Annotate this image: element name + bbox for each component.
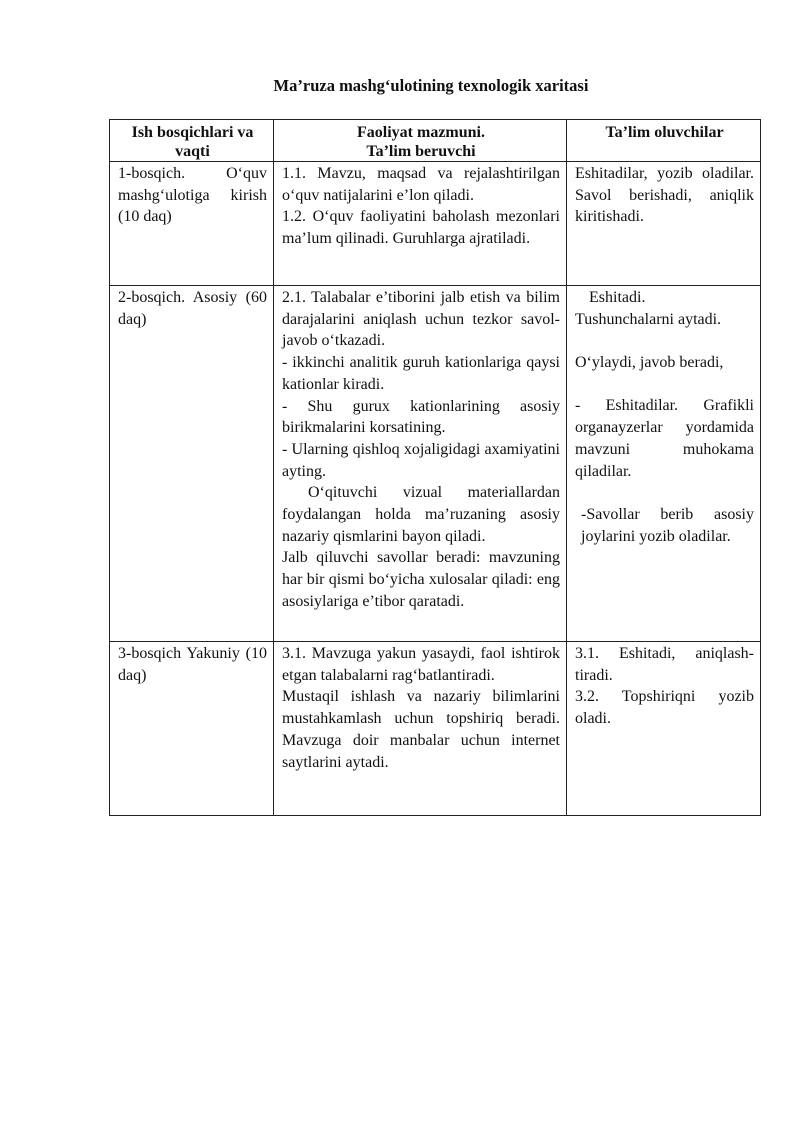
stage-text: 1-bosqich. O‘quv mashg‘ulotiga kirish (10 daq) xyxy=(118,165,267,226)
teacher-item: 2.1. Talabalar e’tiborini jalb etish va bilim darajalarini aniqlash uchun tezkor savol-javob o‘tkazadi. xyxy=(282,289,560,350)
teacher-item: - Shu gurux kationlarining asosiy birikmalarini korsatining. xyxy=(282,397,560,437)
teacher-item: 3.1. Mavzuga yakun yasaydi, faol ishtirok etgan talabalarni rag‘batlantiradi. xyxy=(282,645,560,684)
header-activity xyxy=(274,120,567,162)
spacer xyxy=(575,482,754,504)
teacher-item: Jalb qiluvchi savollar beradi: mavzuning har bir qismi bo‘yicha xulosalar qiladi: eng asosiylariga e’tibor qaratadi. xyxy=(282,549,560,610)
teacher-cell xyxy=(274,642,567,816)
students-item: O‘ylaydi, javob beradi, xyxy=(575,354,724,372)
teacher-item: 1.2. O‘quv faoliyatini baholash mezonlari ma’lum qilinadi. Guruhlarga ajratiladi. xyxy=(282,208,560,248)
students-item: Tushunchalarni aytadi. xyxy=(575,310,722,328)
students-item: Eshitadi. xyxy=(589,289,646,306)
spacer xyxy=(575,374,754,396)
table-header-row xyxy=(110,120,761,162)
header-stages: Ish bosqichlari va vaqti xyxy=(110,120,274,162)
stage-cell xyxy=(110,642,274,816)
spacer xyxy=(575,330,754,352)
students-cell xyxy=(567,162,761,286)
students-item: 3.1. Eshitadi, aniqlash-tiradi. xyxy=(575,645,754,684)
stage-text: 2-bosqich. Asosiy (60 daq) xyxy=(118,289,267,328)
students-item: Eshitadilar, yozib oladilar. Savol berishadi, aniqlik kiritishadi. xyxy=(575,165,754,226)
header-activity-line1: Faoliyat mazmuni. xyxy=(357,124,485,141)
teacher-cell xyxy=(274,162,567,286)
students-item: -Savollar berib asosiy joylarini yozib oladilar. xyxy=(581,505,754,545)
table-row xyxy=(110,642,761,816)
teacher-item: - Ularning qishloq xojaligidagi axamiyatini ayting. xyxy=(282,440,560,480)
teacher-item: O‘qituvchi vizual materiallardan foydalangan holda ma’ruzaning asosiy nazariy qismlarini bayon qiladi. xyxy=(282,484,560,545)
technology-map-table xyxy=(109,119,761,816)
table-row xyxy=(110,286,761,642)
students-cell xyxy=(567,642,761,816)
students-item: - Eshitadilar. Grafikli organayzerlar yordamida mavzuni muhokama qiladilar. xyxy=(575,397,754,480)
stage-cell xyxy=(110,286,274,642)
document-title: Ma’ruza mashg‘ulotining texnologik xaritasi xyxy=(273,76,589,95)
teacher-cell xyxy=(274,286,567,642)
students-item: 3.2. Topshiriqni yozib oladi. xyxy=(575,688,754,728)
students-cell xyxy=(567,286,761,642)
stage-cell xyxy=(110,162,274,286)
teacher-item: 1.1. Mavzu, maqsad va rejalashtirilgan o‘quv natijalarini e’lon qiladi. xyxy=(282,165,560,204)
teacher-item: - ikkinchi analitik guruh kationlariga qaysi kationlar kiradi. xyxy=(282,354,560,393)
stage-text: 3-bosqich Yakuniy (10 daq) xyxy=(118,645,267,684)
teacher-item: Mustaqil ishlash va nazariy bilimlarini mustahkamlash uchun topshiriq beradi. Mavzuga doir manbalar uchun internet saytlarini aytadi. xyxy=(282,688,560,771)
header-activity-line2: Ta’lim beruvchi xyxy=(366,143,476,160)
header-students: Ta’lim oluvchilar xyxy=(567,120,761,162)
table-row xyxy=(110,162,761,286)
